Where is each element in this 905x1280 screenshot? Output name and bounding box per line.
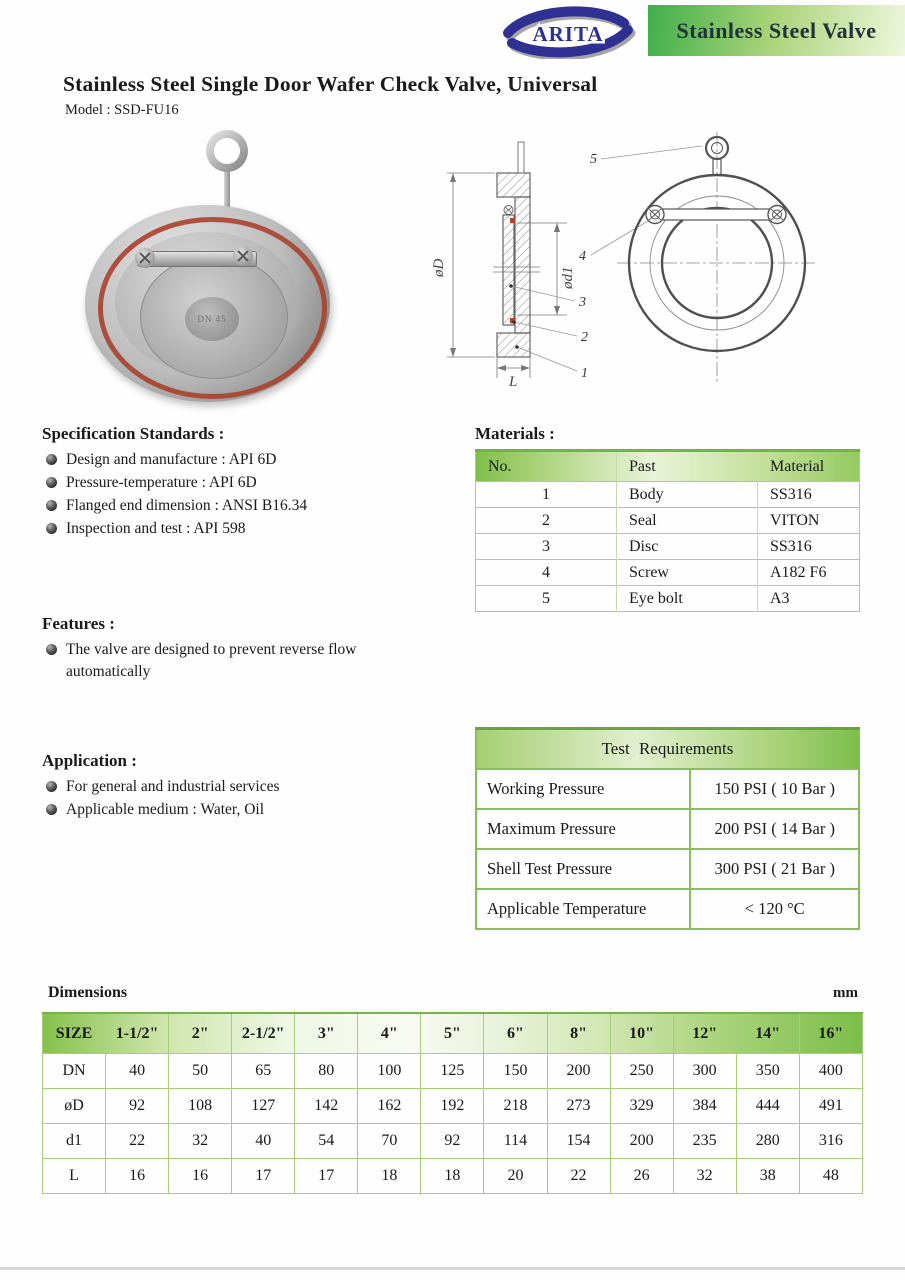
materials-part: Seal: [617, 508, 758, 534]
list-item-text: Flanged end dimension : ANSI B16.34: [66, 497, 308, 514]
dimensions-header-row: [43, 1013, 863, 1054]
materials-material: A3: [758, 586, 860, 612]
dimensions-cell: 273: [547, 1089, 610, 1124]
callout-3: 3: [579, 295, 586, 310]
dim-inner-label: ød1: [560, 266, 576, 289]
banner-title: Stainless Steel Valve: [676, 17, 877, 43]
dimensions-cell: 142: [295, 1089, 358, 1124]
dimensions-cell: 218: [484, 1089, 547, 1124]
callout-4: 4: [579, 249, 586, 264]
table-row: [476, 809, 859, 849]
eyebolt-ring: [206, 130, 248, 172]
test-value: 200 PSI ( 14 Bar ): [690, 809, 859, 849]
banner: [648, 5, 905, 56]
dimensions-cell: 70: [358, 1124, 421, 1159]
disc-boss: [185, 297, 239, 341]
dimensions-cell: 200: [547, 1054, 610, 1089]
dimensions-cell: 400: [799, 1054, 862, 1089]
dimensions-cell: 54: [295, 1124, 358, 1159]
materials-part: Eye bolt: [617, 586, 758, 612]
list-item-text: Applicable medium : Water, Oil: [66, 801, 265, 818]
dim-outer-lines: [447, 173, 495, 357]
materials-table: [475, 449, 860, 612]
dimensions-cell: DN: [43, 1054, 106, 1089]
features-list: [46, 639, 376, 684]
dimensions-cell: 491: [799, 1089, 862, 1124]
dimensions-column-header: 3": [295, 1013, 358, 1054]
dimensions-column-header: 10": [610, 1013, 673, 1054]
dimensions-cell: 114: [484, 1124, 547, 1159]
spec-standards-list: [46, 449, 426, 541]
dimensions-cell: 16: [169, 1159, 232, 1194]
dimensions-cell: 26: [610, 1159, 673, 1194]
table-row: [476, 534, 860, 560]
arita-logo: [500, 3, 640, 59]
dimensions-column-header: 5": [421, 1013, 484, 1054]
dimensions-unit: mm: [833, 985, 858, 1001]
table-row: [43, 1124, 863, 1159]
list-item: [46, 518, 426, 540]
list-item-text: For general and industrial services: [66, 778, 280, 795]
table-row: [43, 1159, 863, 1194]
dim-outer-label: øD: [431, 258, 447, 277]
materials-material: SS316: [758, 482, 860, 508]
dimensions-cell: 22: [106, 1124, 169, 1159]
dimensions-cell: 100: [358, 1054, 421, 1089]
dimensions-cell: 235: [673, 1124, 736, 1159]
list-item: [46, 776, 426, 798]
dimensions-column-header: 4": [358, 1013, 421, 1054]
list-item: [46, 449, 426, 471]
dimensions-cell: 250: [610, 1054, 673, 1089]
materials-material: VITON: [758, 508, 860, 534]
dimensions-table: [42, 1012, 863, 1194]
dimensions-cell: 80: [295, 1054, 358, 1089]
dimensions-cell: 18: [421, 1159, 484, 1194]
dimensions-column-header: 2": [169, 1013, 232, 1054]
dimensions-cell: 48: [799, 1159, 862, 1194]
dimensions-cell: 32: [169, 1124, 232, 1159]
dimensions-cell: 316: [799, 1124, 862, 1159]
valve-photo: [85, 120, 335, 412]
dimensions-column-header: 14": [736, 1013, 799, 1054]
dimensions-cell: 50: [169, 1054, 232, 1089]
front-view: [617, 132, 817, 382]
callout-5: 5: [590, 152, 597, 167]
materials-no: 2: [476, 508, 617, 534]
dimensions-cell: 32: [673, 1159, 736, 1194]
table-row: [476, 586, 860, 612]
dimensions-heading: Dimensions: [48, 984, 128, 1001]
dimensions-cell: L: [43, 1159, 106, 1194]
bullet-icon: [46, 523, 57, 534]
dimensions-cell: 40: [232, 1124, 295, 1159]
page-bottom-edge: [0, 1267, 905, 1270]
list-item: [46, 639, 376, 683]
materials-part: Disc: [617, 534, 758, 560]
application-list: [46, 776, 426, 822]
dimensions-cell: 38: [736, 1159, 799, 1194]
list-item: [46, 472, 426, 494]
table-row: [476, 849, 859, 889]
table-row: [476, 769, 859, 809]
materials-header-row: [476, 451, 860, 482]
test-requirements-table: [475, 727, 860, 930]
dimensions-cell: øD: [43, 1089, 106, 1124]
materials-column-header: No.: [476, 451, 617, 482]
list-item-text: Design and manufacture : API 6D: [66, 451, 277, 468]
list-item-text: Pressure-temperature : API 6D: [66, 474, 257, 491]
list-item-text: Inspection and test : API 598: [66, 520, 246, 537]
table-row: [43, 1089, 863, 1124]
test-parameter: Maximum Pressure: [476, 809, 690, 849]
materials-no: 1: [476, 482, 617, 508]
test-parameter: Shell Test Pressure: [476, 849, 690, 889]
bullet-icon: [46, 454, 57, 465]
technical-drawing: [425, 130, 875, 412]
dimensions-cell: 92: [106, 1089, 169, 1124]
materials-no: 4: [476, 560, 617, 586]
callout-1: 1: [581, 366, 588, 381]
bullet-icon: [46, 644, 57, 655]
table-row: [476, 508, 860, 534]
page-title: Stainless Steel Single Door Wafer Check Valve, Universal: [63, 72, 598, 96]
bullet-icon: [46, 781, 57, 792]
bullet-icon: [46, 477, 57, 488]
dimensions-column-header: 16": [799, 1013, 862, 1054]
disc-marking: DN 45: [197, 314, 227, 324]
bullet-icon: [46, 804, 57, 815]
dimensions-cell: 150: [484, 1054, 547, 1089]
dimensions-cell: 444: [736, 1089, 799, 1124]
dimensions-cell: 162: [358, 1089, 421, 1124]
materials-heading: Materials :: [475, 424, 555, 443]
model-label: Model : SSD-FU16: [65, 102, 179, 118]
callout-leaders: [511, 146, 702, 371]
dimensions-cell: 384: [673, 1089, 736, 1124]
dimensions-cell: 18: [358, 1159, 421, 1194]
dimensions-cell: 350: [736, 1054, 799, 1089]
dim-length-label: L: [509, 374, 518, 390]
dimensions-cell: 154: [547, 1124, 610, 1159]
dimensions-cell: 92: [421, 1124, 484, 1159]
hinge-screw-right: [233, 246, 253, 266]
materials-part: Screw: [617, 560, 758, 586]
dimensions-cell: 65: [232, 1054, 295, 1089]
dimensions-cell: 20: [484, 1159, 547, 1194]
section-stem: [518, 142, 524, 173]
bullet-icon: [46, 500, 57, 511]
dimensions-column-header: 6": [484, 1013, 547, 1054]
dimensions-column-header: 1-1/2": [106, 1013, 169, 1054]
table-row: [43, 1054, 863, 1089]
dimensions-column-header: 2-1/2": [232, 1013, 295, 1054]
dimensions-cell: 200: [610, 1124, 673, 1159]
dimensions-column-header: 8": [547, 1013, 610, 1054]
dimensions-cell: 280: [736, 1124, 799, 1159]
dimensions-cell: d1: [43, 1124, 106, 1159]
materials-no: 3: [476, 534, 617, 560]
materials-material: A182 F6: [758, 560, 860, 586]
dimensions-cell: 108: [169, 1089, 232, 1124]
materials-material: SS316: [758, 534, 860, 560]
materials-column-header: Past: [617, 451, 758, 482]
seal-mark-top: [510, 218, 515, 223]
table-row: [476, 560, 860, 586]
table-row: [476, 482, 860, 508]
table-row: [476, 889, 859, 929]
list-item: [46, 799, 426, 821]
section-view: [497, 173, 530, 357]
dimensions-cell: 125: [421, 1054, 484, 1089]
dimensions-cell: 16: [106, 1159, 169, 1194]
dimensions-cell: 17: [295, 1159, 358, 1194]
test-value: 300 PSI ( 21 Bar ): [690, 849, 859, 889]
dimensions-column-header: 12": [673, 1013, 736, 1054]
materials-part: Body: [617, 482, 758, 508]
materials-no: 5: [476, 586, 617, 612]
dimensions-cell: 40: [106, 1054, 169, 1089]
application-heading: Application :: [42, 751, 137, 770]
dimensions-cell: 300: [673, 1054, 736, 1089]
test-requirements-heading: Test Requirements: [476, 729, 859, 770]
test-parameter: Applicable Temperature: [476, 889, 690, 929]
list-item: [46, 495, 426, 517]
dimensions-cell: 329: [610, 1089, 673, 1124]
materials-column-header: Material: [758, 451, 860, 482]
test-value: 150 PSI ( 10 Bar ): [690, 769, 859, 809]
logo-text: ARITA: [532, 22, 604, 46]
list-item-text: The valve are designed to prevent reverse flow automatically: [66, 641, 357, 680]
test-value: < 120 °C: [690, 889, 859, 929]
callout-numbers: [578, 152, 597, 381]
test-parameter: Working Pressure: [476, 769, 690, 809]
dimensions-cell: 127: [232, 1089, 295, 1124]
dimensions-cell: 192: [421, 1089, 484, 1124]
dimensions-cell: 17: [232, 1159, 295, 1194]
dimensions-column-header: SIZE: [43, 1013, 106, 1054]
features-heading: Features :: [42, 614, 115, 633]
dimensions-cell: 22: [547, 1159, 610, 1194]
spec-standards-heading: Specification Standards :: [42, 424, 225, 443]
callout-2: 2: [581, 330, 588, 345]
hinge-screw-left: [135, 248, 155, 268]
